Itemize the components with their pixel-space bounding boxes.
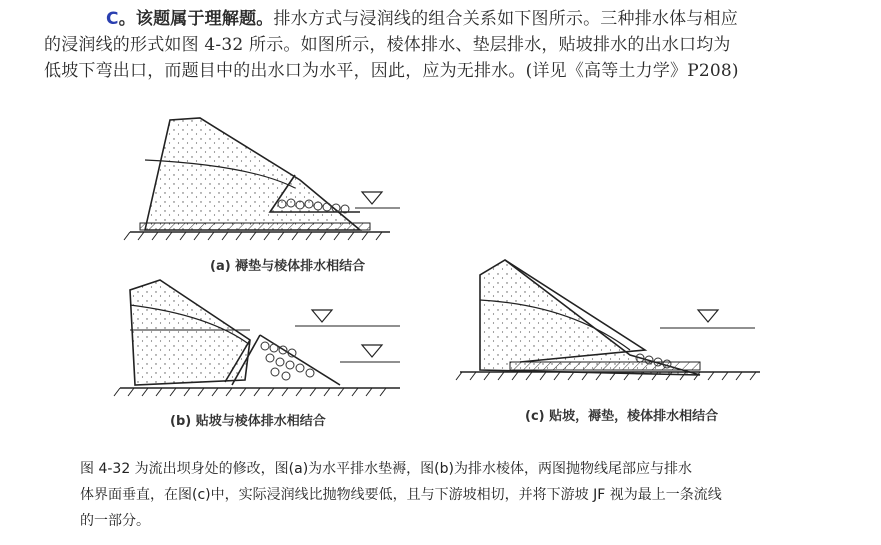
note-line-2: 体界面垂直，在图(c)中，实际浸润线比抛物线要低，且与下游坡相切，并将下游坡 JF 视为最上一条流线 xyxy=(80,487,722,503)
dam-body-c xyxy=(480,260,700,375)
note-line-1: 图 4-32 为流出坝身处的修改，图(a)为水平排水垫褥，图(b)为排水棱体，两图抛物线尾部应与排水 xyxy=(80,461,692,477)
water-level-icon-a xyxy=(362,192,382,204)
intro-line-3: 低坡下弯出口，而题目中的出水口为水平，因此，应为无排水。(详见《高等土力学》P208) xyxy=(44,61,739,81)
diagram-a xyxy=(124,118,400,240)
note-line-3: 的一部分。 xyxy=(80,513,150,529)
caption-b: (b) 贴坡与棱体排水相结合 xyxy=(170,414,326,429)
caption-a: (a) 褥垫与棱体排水相结合 xyxy=(210,259,366,274)
water-level-icon-b2 xyxy=(362,345,382,357)
figure-4-32 xyxy=(100,100,780,440)
diagram-c xyxy=(456,260,760,380)
ground-hatch-a xyxy=(124,232,382,240)
intro-line-1-rest: 排水方式与浸润线的组合关系如下图所示。三种排水体与相应 xyxy=(273,9,738,29)
diagram-b xyxy=(114,280,400,396)
caption-c: (c) 贴坡，褥垫，棱体排水相结合 xyxy=(525,409,719,424)
water-level-icon-c xyxy=(698,310,718,322)
drain-blanket-c xyxy=(510,362,700,370)
water-level-icon-b1 xyxy=(312,310,332,322)
prism-stones-b xyxy=(261,342,314,380)
dam-drainage-diagrams xyxy=(100,100,780,440)
ground-hatch-b xyxy=(114,388,386,396)
figure-note xyxy=(80,456,850,534)
drain-blanket-a xyxy=(140,223,370,230)
answer-letter: C xyxy=(106,9,119,29)
intro-paragraph xyxy=(44,6,844,84)
dam-body-a xyxy=(145,118,360,230)
intro-line-1 xyxy=(44,6,844,32)
intro-lead: 。该题属于理解题。 xyxy=(118,9,274,29)
intro-line-2: 的浸润线的形式如图 4-32 所示。如图所示，棱体排水、垫层排水，贴坡排水的出水口均为 xyxy=(44,35,731,55)
